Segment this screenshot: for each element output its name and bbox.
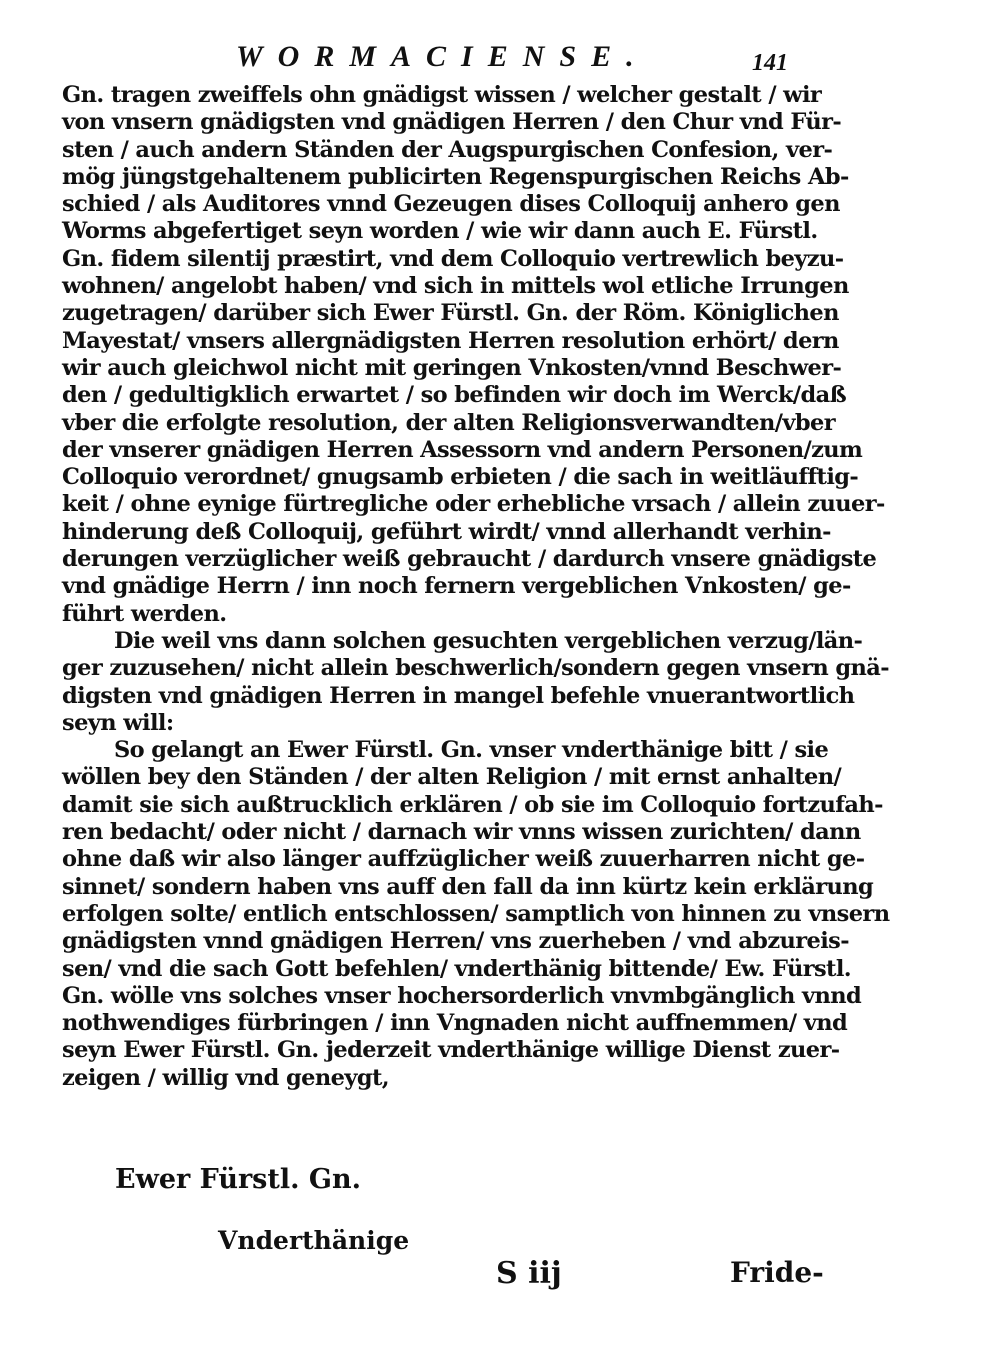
text-line: Gn. wölle vns solches vnser hochersorderlich vnvmbgänglich vnnd	[62, 982, 862, 1009]
text-line: der vnserer gnädigen Herren Assessorn vnd andern Personen/zum	[62, 436, 863, 463]
text-line: digsten vnd gnädigen Herren in mangel befehle vnuerantwortlich	[62, 682, 855, 709]
text-line: nothwendiges fürbringen / inn Vngnaden nicht auffnemmen/ vnd	[62, 1010, 848, 1037]
text-line: keit / ohne eynige fürtregliche oder erhebliche vrsach / allein zuuer-	[62, 491, 885, 518]
catchword: Fride-	[730, 1256, 824, 1289]
text-line: mög jüngstgehaltenem publicirten Regenspurgischen Reichs Ab-	[62, 163, 849, 190]
text-line: hinderung deß Colloquij, geführt wirdt/ vnnd allerhandt verhin-	[62, 518, 831, 545]
text-line: damit sie sich außtrucklich erklären / ob sie im Colloquio fortzufah-	[62, 791, 883, 818]
text-line: führt werden.	[62, 600, 227, 627]
text-line: sten / auch andern Ständen der Augspurgischen Confesion, ver-	[62, 136, 833, 163]
paragraph-start-line: Die weil vns dann solchen gesuchten vergeblichen verzug/län-	[114, 627, 863, 654]
text-line: von vnsern gnädigsten vnd gnädigen Herren / den Chur vnd Für-	[62, 109, 842, 136]
text-line: seyn will:	[62, 709, 174, 736]
closing-salutation: Ewer Fürstl. Gn.	[115, 1164, 361, 1195]
text-line: ren bedacht/ oder nicht / darnach wir vnns wissen zurichten/ dann	[62, 819, 861, 846]
printer-signature-mark: S iij	[496, 1256, 562, 1291]
text-line: erfolgen solte/ entlich entschlossen/ samptlich von hinnen zu vnsern	[62, 900, 890, 927]
text-line: ger zuzusehen/ nicht allein beschwerlich/sondern gegen vnsern gnä-	[62, 655, 889, 682]
text-line: derungen verzüglicher weiß gebraucht / dardurch vnsere gnädigste	[62, 546, 877, 573]
text-line: Worms abgefertiget seyn worden / wie wir dann auch E. Fürstl.	[62, 218, 818, 245]
text-line: gnädigsten vnnd gnädigen Herren/ vns zuerheben / vnd abzureis-	[62, 928, 849, 955]
text-line: wir auch gleichwol nicht mit geringen Vnkosten/vnnd Beschwer-	[62, 354, 842, 381]
text-line: zugetragen/ darüber sich Ewer Fürstl. Gn. der Röm. Königlichen	[62, 300, 839, 327]
text-line: seyn Ewer Fürstl. Gn. jederzeit vnderthänige willige Dienst zuer-	[62, 1037, 840, 1064]
text-line: ohne daß wir also länger auffzüglicher weiß zuuerharren nicht ge-	[62, 846, 865, 873]
text-line: Colloquio verordnet/ gnugsamb erbieten / die sach in weitläufftig-	[62, 464, 859, 491]
page-number: 141	[752, 50, 788, 76]
text-line: wöllen bey den Ständen / der alten Religion / mit ernst anhalten/	[62, 764, 842, 791]
text-line: den / gedultigklich erwartet / so befinden wir doch im Werck/daß	[62, 382, 847, 409]
text-line: Gn. fidem silentij præstirt, vnd dem Colloquio vertrewlich beyzu-	[62, 245, 844, 272]
body-text	[62, 82, 890, 1092]
text-line: vnd gnädige Herrn / inn noch fernern vergeblichen Vnkosten/ ge-	[62, 573, 851, 600]
running-title: WORMACIENSE.	[236, 40, 649, 73]
text-line: Mayestat/ vnsers allergnädigsten Herren resolution erhört/ dern	[62, 327, 839, 354]
text-line: wohnen/ angelobt haben/ vnd sich in mittels wol etliche Irrungen	[62, 273, 849, 300]
closing-subscription: Vnderthänige	[218, 1226, 410, 1255]
text-line: vber die erfolgte resolution, der alten Religionsverwandten/vber	[62, 409, 835, 436]
text-line: sen/ vnd die sach Gott befehlen/ vnderthänig bittende/ Ew. Fürstl.	[62, 955, 852, 982]
text-line: zeigen / willig vnd geneygt,	[62, 1064, 390, 1091]
text-line: Gn. tragen zweiffels ohn gnädigst wissen / welcher gestalt / wir	[62, 82, 822, 108]
text-line: sinnet/ sondern haben vns auff den fall da inn kürtz kein erklärung	[62, 873, 874, 900]
text-line: schied / als Auditores vnnd Gezeugen dises Colloquij anhero gen	[62, 191, 840, 218]
paragraph-start-line: So gelangt an Ewer Fürstl. Gn. vnser vnderthänige bitt / sie	[114, 737, 829, 764]
